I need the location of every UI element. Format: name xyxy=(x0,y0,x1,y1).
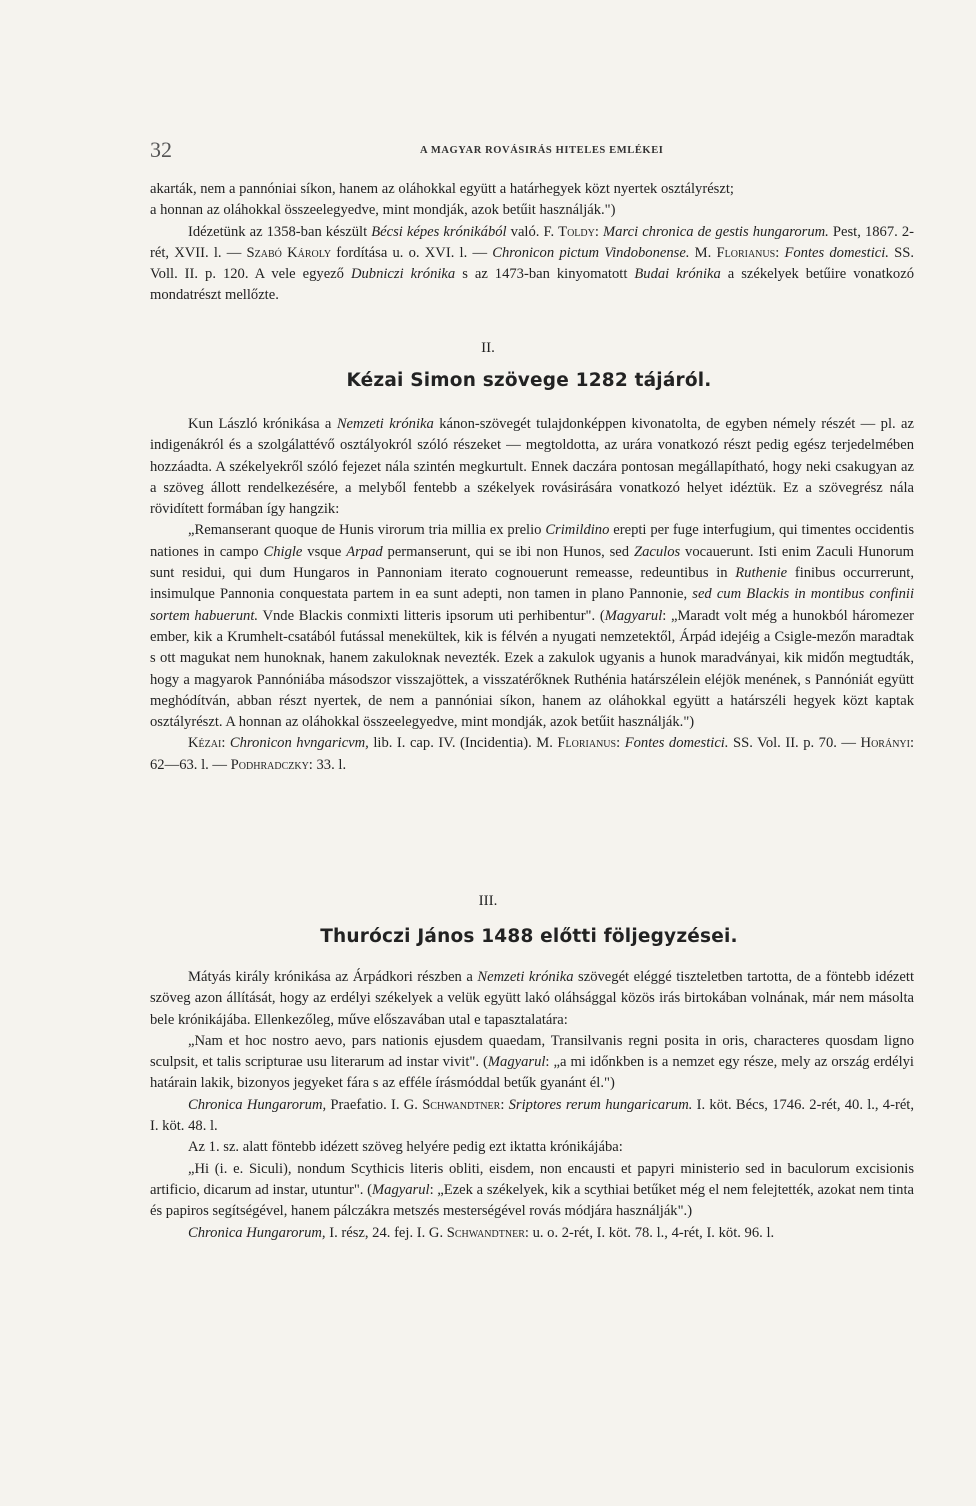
latin-quote: „Hi (i. e. Siculi), nondum Scythicis literis obliti, eisdem, non encausti et papyri ministerio sed in baculorum excisionis artificio, dicarum ad instar, utuntur". (Magyarul: „Ezek a székelyek, kik a scythiai betűket még el nem felejtették, azokat nem tinta és papiros segítségével, hanem pálczákra metszés mesterségével rovás módjára használják".) xyxy=(150,1160,914,1220)
intro-footnote xyxy=(150,179,914,307)
section-title-2: Kézai Simon szövege 1282 tájáról. xyxy=(346,370,712,391)
paragraph: Kun László krónikása a Nemzeti krónika kánon-szövegét tulajdonképpen kivonatolta, de egyben némely részét — pl. az indigenákról és a szolgálattévő osztályokról szóló részeket — megtoldotta, az urára vonatkozó részt pedig egész terjedelmében hozzáadta. A székelyekről szóló fejezet nála szintén megkurtult. Ennek daczára pontosan megállapítható, hogy neki csakugyan az a szöveg állott rendelkezésére, a melyből fentebb a székelyek rovásirására vonatkozó helyet idéztük. Ez a szövegrész nála rövidített formában így hangzik: xyxy=(150,416,915,518)
latin-quote: „Nam et hoc nostro aevo, pars nationis ejusdem quaedam, Transilvanis regni posita in oris, characteres quosdam ligno sculpsit, et talis scripturae usu literarum ad instar vivit". (Magyarul: „a mi időnkben is a nemzet egy része, mely az ország erdélyi határain lakik, bizonyos jegyeket fára s az efféle írásmóddal betűk gyanánt él.") xyxy=(150,1032,914,1092)
page-header xyxy=(150,137,920,163)
reference-line: Kézai: Chronicon hvngaricvm, lib. I. cap. IV. (Incidentia). M. Florianus: Fontes domestici. SS. Vol. II. p. 70. — Horányi: 62—63. l. — Podhradczky: 33. l. xyxy=(150,735,915,773)
paragraph: Az 1. sz. alatt föntebb idézett szöveg helyére pedig ezt iktatta krónikájába: xyxy=(188,1139,623,1156)
citation-paragraph: Idézetünk az 1358-ban készült Bécsi képes krónikából való. F. Toldy: Marci chronica de gestis hungarorum. Pest, 1867. 2-rét, XVII. l. — Szabó Károly fordítása u. o. XVI. l. — Chronicon pictum Vindobonense. M. Florianus: Fontes domestici. SS. Voll. II. p. 120. A vele egyező Dubniczi krónika s az 1473-ban kinyomatott Budai krónika a székelyek betűire vonatkozó mondatrészt mellőzte. xyxy=(150,223,915,304)
text-line: akarták, nem a pannóniai síkon, hanem az oláhokkal együtt a határhegyek közt nyertek osztályrészt; xyxy=(150,181,734,197)
paragraph: Mátyás király krónikása az Árpádkori részben a Nemzeti krónika szövegét eléggé tiszteletben tartotta, de a föntebb idézett szöveg azon állítását, hogy az erdélyi székelyek a velük együtt lakó oláhsággal közös irás birtokában volnának, már nem másolta bele krónikájába. Ellenkezőleg, műve előszavában utal e tapasztalatára: xyxy=(150,969,914,1028)
section-title-3: Thuróczi János 1488 előtti följegyzései. xyxy=(320,926,738,947)
page-number: 32 xyxy=(150,137,172,162)
reference-line: Chronica Hungarorum, Praefatio. I. G. Schwandtner: Sriptores rerum hungaricarum. I. köt. Bécs, 1746. 2-rét, 40. l., 4-rét, I. köt. 48. l. xyxy=(150,1096,915,1135)
section-2-body xyxy=(150,414,914,776)
text-line: a honnan az oláhokkal összeelegyedve, mint mondják, azok betűit használják.") xyxy=(150,202,616,219)
section-numeral-2: II. xyxy=(481,340,495,356)
section-numeral-3: III. xyxy=(478,893,498,909)
reference-line: Chronica Hungarorum, I. rész, 24. fej. I. G. Schwandtner: u. o. 2-rét, I. köt. 78. l., 4-rét, I. köt. 96. l. xyxy=(188,1224,775,1241)
section-3-body xyxy=(150,967,914,1244)
latin-quote: „Remanserant quoque de Hunis virorum tria millia ex prelio Crimildino erepti per fuge interfugium, qui timentes occidentis nationes in campo Chigle vsque Arpad permanserunt, qui se ibi non Hunos, sed Zaculos vocauerunt. Isti enim Zaculi Hunorum sunt residui, qui dum Hungaros in Pannoniam iterato cognouerunt remeasse, redeuntibus in Ruthenie finibus occurrerunt, insimulque Pannonia conquestata partem in ea sunt adepti, non tamen in plano Pannonie, sed cum Blackis in montibus confinii sortem habuerunt. Vnde Blackis conmixti litteris ipsorum uti perhibentur". (Magyarul: „Maradt volt még a hunokból háromezer ember, kik a Krumhelt-csatából futással menekültek, kik is félvén a nyugati nemzetektől, Árpád idejéig a Csigle-mezőn maradtak s ott magukat nem hunoknak, hanem zakuloknak nevezték. Ezek a zakulok ugyanis a hunok maradványai, kik midőn megtudták, hogy a magyarok Pannóniába másodszor visszajöttek, a visszatérőknek Ruthénia határszélein eléjök menének, s Pannóniát együtt meghódítván, abban részt nyertek, de nem a pannóniai síkon, hanem az oláhokkal együtt a határszéli hegyek közt kaptak osztályrészt. A honnan az oláhokkal összeelegyedve, mint mondják, azok betűit használják.") xyxy=(150,522,915,731)
running-head: A MAGYAR ROVÁSIRÁS HITELES EMLÉKEI xyxy=(420,145,664,156)
